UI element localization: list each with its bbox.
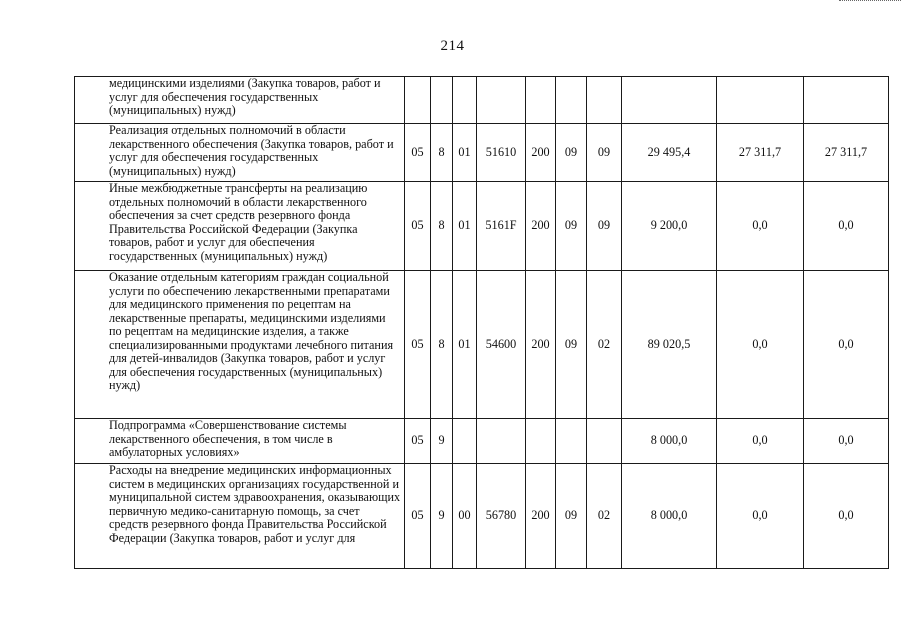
table-row [75,182,889,271]
row-name: Иные межбюджетные трансферты на реализацию отдельных полномочий в области лекарственного обеспечения за счет средств резервного фонда Правительства Российской Федерации (Закупка товаров, работ и услуг для обеспечения государственных (муниципальных) нужд) [75,182,405,271]
cell-code-7: 02 [587,271,622,419]
cell-amount-1: 8 000,0 [622,419,717,464]
cell-code-7 [587,77,622,124]
cell-program [453,419,477,464]
cell-program: 01 [453,124,477,182]
cell-amount-1 [622,77,717,124]
cell-expense-type: 200 [526,182,556,271]
cell-expense-type: 200 [526,464,556,569]
cell-code-6: 09 [556,271,587,419]
cell-code-6 [556,77,587,124]
cell-program [453,77,477,124]
cell-subsection: 8 [431,124,453,182]
cell-program: 00 [453,464,477,569]
cell-section: 05 [405,464,431,569]
cell-code-7 [587,419,622,464]
row-name: Реализация отдельных полномочий в области лекарственного обеспечения (Закупка товаров, работ и услуг для обеспечения государственных (муниципальных) нужд) [75,124,405,182]
row-name: Оказание отдельным категориям граждан социальной услуги по обеспечению лекарственными препаратами для медицинского применения по рецептам на лекарственные препараты, медицинскими изделиями по рецептам на медицинские изделия, а также специализированными продуктами лечебного питания для детей-инвалидов (Закупка товаров, работ и услуг для обеспечения государственных (муниципальных) нужд) [75,271,405,419]
table-row [75,419,889,464]
cell-amount-3 [804,77,889,124]
page-number: 214 [440,38,465,54]
cell-amount-3: 0,0 [804,419,889,464]
cell-amount-1: 9 200,0 [622,182,717,271]
table-row [75,77,889,124]
cell-subsection: 9 [431,419,453,464]
cell-amount-2: 27 311,7 [717,124,804,182]
table-body [75,77,889,569]
cell-direction [477,77,526,124]
cell-section: 05 [405,419,431,464]
cell-program: 01 [453,182,477,271]
cell-code-7: 09 [587,182,622,271]
cell-amount-2: 0,0 [717,464,804,569]
cell-amount-2: 0,0 [717,182,804,271]
cell-section: 05 [405,271,431,419]
cell-subsection: 8 [431,271,453,419]
table-row [75,464,889,569]
cell-amount-3: 0,0 [804,182,889,271]
cell-expense-type [526,419,556,464]
row-name: Подпрограмма «Совершенствование системы лекарственного обеспечения, в том числе в амбулаторных условиях» [75,419,405,464]
table-row [75,271,889,419]
row-name: Расходы на внедрение медицинских информационных систем в медицинских организациях государственной и муниципальной систем здравоохранения, оказывающих первичную медико-санитарную помощь, за счет средств резервного фонда Правительства Российской Федерации (Закупка товаров, работ и услуг для [75,464,405,569]
scan-edge-mark [839,0,901,3]
budget-table [74,76,889,569]
cell-section: 05 [405,124,431,182]
cell-direction: 5161F [477,182,526,271]
cell-amount-3: 27 311,7 [804,124,889,182]
cell-code-6: 09 [556,464,587,569]
cell-program: 01 [453,271,477,419]
cell-amount-2: 0,0 [717,419,804,464]
cell-direction [477,419,526,464]
cell-amount-2 [717,77,804,124]
cell-direction: 56780 [477,464,526,569]
cell-code-7: 02 [587,464,622,569]
cell-amount-1: 29 495,4 [622,124,717,182]
cell-amount-1: 8 000,0 [622,464,717,569]
cell-expense-type: 200 [526,124,556,182]
cell-section [405,77,431,124]
cell-code-6: 09 [556,182,587,271]
cell-expense-type [526,77,556,124]
cell-subsection: 8 [431,182,453,271]
cell-subsection [431,77,453,124]
cell-amount-2: 0,0 [717,271,804,419]
cell-amount-1: 89 020,5 [622,271,717,419]
row-name: медицинскими изделиями (Закупка товаров, работ и услуг для обеспечения государственных (муниципальных) нужд) [75,77,405,124]
cell-section: 05 [405,182,431,271]
cell-amount-3: 0,0 [804,464,889,569]
cell-direction: 51610 [477,124,526,182]
cell-direction: 54600 [477,271,526,419]
cell-expense-type: 200 [526,271,556,419]
cell-amount-3: 0,0 [804,271,889,419]
table-row [75,124,889,182]
cell-code-7: 09 [587,124,622,182]
cell-subsection: 9 [431,464,453,569]
cell-code-6 [556,419,587,464]
cell-code-6: 09 [556,124,587,182]
